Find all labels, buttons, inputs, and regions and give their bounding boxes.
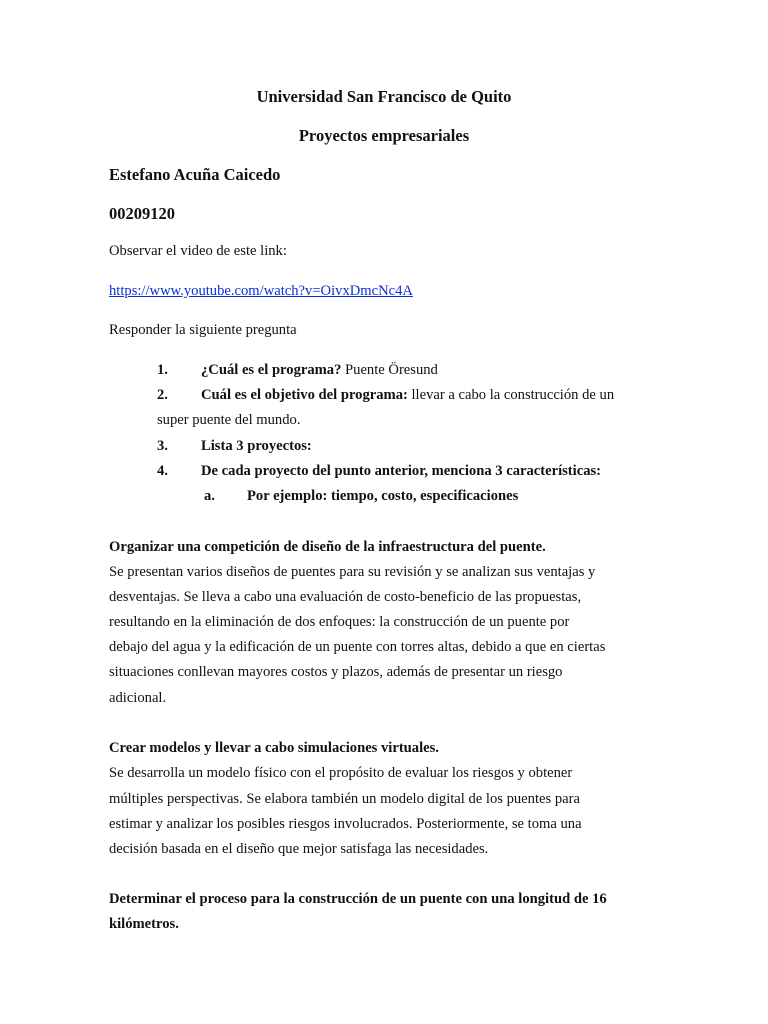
answer-prompt: Responder la siguiente pregunta: [109, 322, 297, 338]
question-answer: Puente Öresund: [341, 362, 438, 378]
question-number: 2.: [157, 387, 168, 403]
university-title: Universidad San Francisco de Quito: [256, 87, 512, 106]
question-label: ¿Cuál es el programa?: [201, 362, 342, 378]
sub-question-label: Por ejemplo: tiempo, costo, especificaciones: [247, 488, 519, 504]
paragraph-line: adicional.: [109, 690, 167, 706]
section-heading-continued: kilómetros.: [109, 916, 179, 932]
question-item: [201, 361, 438, 379]
question-label: Lista 3 proyectos:: [201, 438, 312, 454]
student-id: 00209120: [109, 204, 175, 223]
paragraph-line: desventajas. Se lleva a cabo una evaluación de costo-beneficio de las propuestas,: [109, 589, 582, 605]
video-link[interactable]: https://www.youtube.com/watch?v=OivxDmcNc4A: [109, 283, 413, 299]
watch-instruction: Observar el video de este link:: [109, 243, 287, 259]
question-label: Cuál es el objetivo del programa:: [201, 387, 408, 403]
paragraph-line: estimar y analizar los posibles riesgos involucrados. Posteriormente, se toma una: [109, 816, 582, 832]
question-answer-continued: super puente del mundo.: [157, 412, 301, 428]
question-item: [201, 386, 614, 404]
question-number: 3.: [157, 438, 168, 454]
question-label: De cada proyecto del punto anterior, menciona 3 características:: [201, 463, 602, 479]
course-title: Proyectos empresariales: [298, 126, 470, 145]
section-heading: Determinar el proceso para la construcción de un puente con una longitud de 16: [109, 891, 607, 907]
sub-question-letter: a.: [204, 488, 215, 504]
section-heading: Crear modelos y llevar a cabo simulaciones virtuales.: [109, 740, 439, 756]
paragraph-line: decisión basada en el diseño que mejor satisfaga las necesidades.: [109, 841, 489, 857]
paragraph-line: debajo del agua y la edificación de un puente con torres altas, debido a que en ciertas: [109, 639, 606, 655]
paragraph-line: múltiples perspectivas. Se elabora también un modelo digital de los puentes para: [109, 791, 580, 807]
paragraph-line: resultando en la eliminación de dos enfoques: la construcción de un puente por: [109, 614, 570, 630]
question-number: 4.: [157, 463, 168, 479]
student-name: Estefano Acuña Caicedo: [109, 165, 281, 184]
paragraph-line: Se desarrolla un modelo físico con el propósito de evaluar los riesgos y obtener: [109, 765, 573, 781]
section-heading: Organizar una competición de diseño de la infraestructura del puente.: [109, 539, 546, 555]
paragraph-line: situaciones conllevan mayores costos y plazos, además de presentar un riesgo: [109, 664, 563, 680]
question-answer: llevar a cabo la construcción de un: [407, 387, 615, 403]
paragraph-line: Se presentan varios diseños de puentes para su revisión y se analizan sus ventajas y: [109, 564, 596, 580]
question-number: 1.: [157, 362, 168, 378]
